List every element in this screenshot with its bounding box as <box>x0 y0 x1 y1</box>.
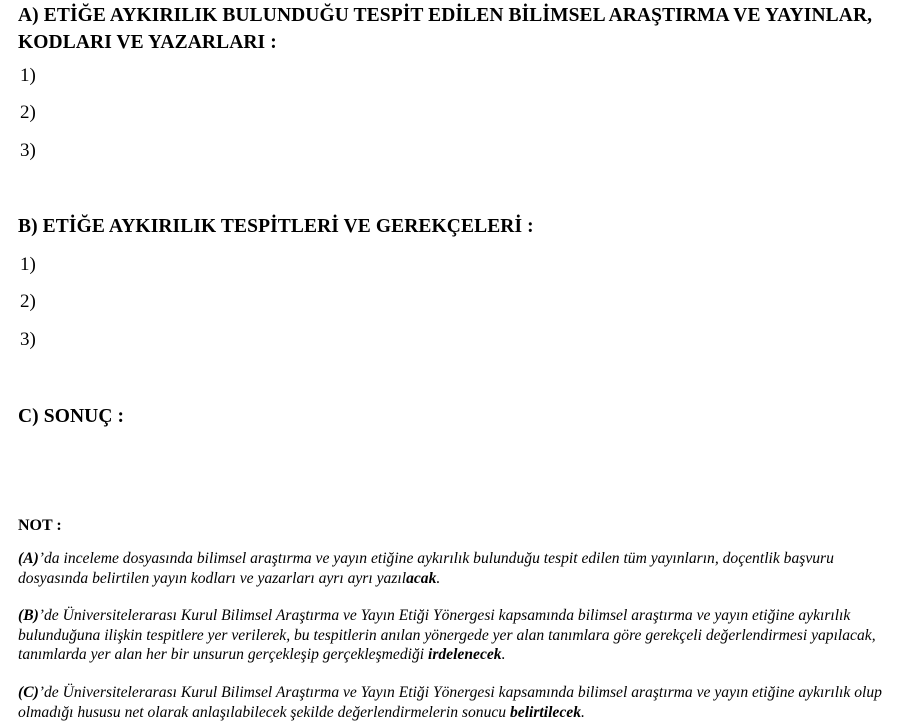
note-b-emph: irdelenecek <box>427 646 502 663</box>
note-title: NOT : <box>18 517 62 534</box>
note-a-label: (A) <box>18 550 39 567</box>
section-a-heading: A) ETİĞE AYKIRILIK BULUNDUĞU TESPİT EDİLEN BİLİMSEL ARAŞTIRMA VE YAYINLAR, KODLARI VE YAZARLARI : <box>18 5 873 53</box>
note-b-text: ’de Üniversitelerarası Kurul Bilimsel Araştırma ve Yayın Etiği Yönergesi kapsamında bilimsel araştırma ve yayın etiğine aykırılık bulunduğuna ilişkin tespitlere yer verilerek, bu tespitlerin anılan yönergede yer alan tanımlara göre gerekçeli değerlendirmesi yapılacak, tanımlarda yer alan her bir unsurun gerçekleşip gerçekleşmediği <box>18 607 876 663</box>
note-a-end: . <box>436 569 441 587</box>
note-c-label: (C) <box>18 684 39 701</box>
note-c-end: . <box>581 703 585 721</box>
section-a-item-3: 3) <box>20 140 36 161</box>
note-a <box>18 549 906 588</box>
section-b-item-1: 1) <box>20 254 36 275</box>
note-a-emph: acak <box>406 569 437 587</box>
note-b-label: (B) <box>18 607 39 624</box>
note-c <box>18 683 906 722</box>
section-b-item-3: 3) <box>20 329 36 350</box>
section-b-item-2: 2) <box>20 291 36 312</box>
section-a-item-2: 2) <box>20 102 36 123</box>
section-b-heading: B) ETİĞE AYKIRILIK TESPİTLERİ VE GEREKÇELERİ : <box>18 216 534 237</box>
section-c-heading: C) SONUÇ : <box>18 406 125 427</box>
note-b-end: . <box>501 646 506 663</box>
note-c-text: ’de Üniversitelerarası Kurul Bilimsel Araştırma ve Yayın Etiği Yönergesi kapsamında bilimsel araştırma ve yayın etiğine aykırılık olup olmadığı hususu net olarak anlaşılabilecek şekilde değerlendirmelerin sonucu <box>18 684 882 721</box>
section-a-item-1: 1) <box>20 65 36 86</box>
note-c-emph: belirtilecek <box>509 703 581 721</box>
note-a-text: ’da inceleme dosyasında bilimsel araştırma ve yayın etiğine aykırılık bulunduğu tespit edilen tüm yayınların, doçentlik başvuru dosyasında belirtilen yayın kodları ve yazarları ayrı ayrı yazıl <box>18 550 834 587</box>
note-b <box>18 606 906 665</box>
